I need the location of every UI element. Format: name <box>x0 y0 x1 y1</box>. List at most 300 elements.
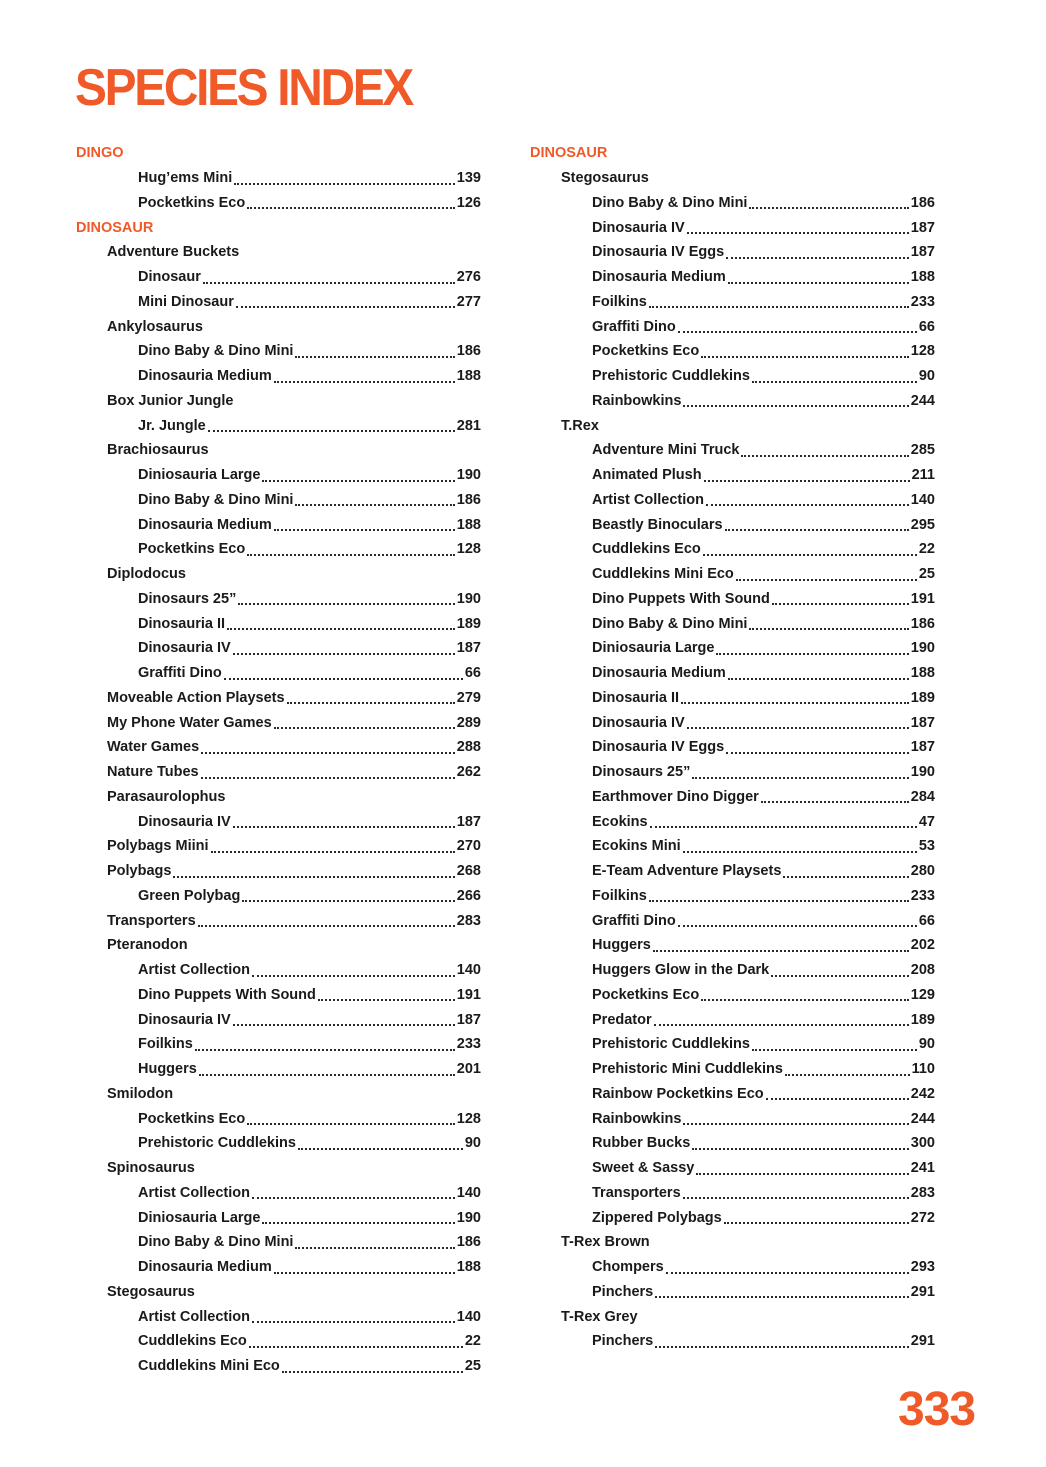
entry-label: DINOSAUR <box>530 145 608 162</box>
dot-leader <box>199 1074 455 1076</box>
dot-leader <box>683 1197 909 1199</box>
entry-page-number: 187 <box>456 1011 481 1028</box>
dot-leader <box>725 529 909 531</box>
entry-label: T-Rex Grey <box>561 1308 638 1325</box>
entry-page-number: 189 <box>456 615 481 632</box>
entry-label: Water Games <box>107 739 200 756</box>
dot-leader <box>749 207 908 209</box>
index-species-entry <box>530 1304 935 1329</box>
entry-label: Pteranodon <box>107 937 188 954</box>
entry-label: Graffiti Dino <box>592 318 676 335</box>
entry-page-number: 208 <box>910 962 935 979</box>
entry-label: Dinosaurs 25” <box>138 590 237 607</box>
entry-page-number: 128 <box>910 343 935 360</box>
dot-leader <box>274 529 455 531</box>
dot-leader <box>201 777 455 779</box>
dot-leader <box>649 900 909 902</box>
dot-leader <box>704 480 910 482</box>
index-product-entry <box>530 191 935 216</box>
index-product-entry <box>76 413 481 438</box>
entry-page-number: 295 <box>910 516 935 533</box>
index-species-entry <box>76 1156 481 1181</box>
dot-leader <box>274 727 455 729</box>
index-product-entry <box>76 290 481 315</box>
dot-leader <box>650 826 917 828</box>
index-product-entry <box>76 587 481 612</box>
dot-leader <box>683 1123 908 1125</box>
dot-leader <box>701 356 909 358</box>
entry-label: My Phone Water Games <box>107 714 272 731</box>
entry-label: Green Polybag <box>138 887 241 904</box>
entry-label: T-Rex Brown <box>561 1234 650 1251</box>
index-category-heading <box>530 141 935 166</box>
index-product-entry <box>530 290 935 315</box>
entry-label: Diniosauria Large <box>138 467 261 484</box>
index-product-entry <box>530 587 935 612</box>
index-species-entry <box>76 785 481 810</box>
entry-label: Dinosauria IV <box>138 813 231 830</box>
dot-leader <box>741 455 908 457</box>
dot-leader <box>678 925 917 927</box>
entry-label: Rainbowkins <box>592 392 682 409</box>
entry-label: Cuddlekins Eco <box>138 1333 247 1350</box>
entry-label: Prehistoric Cuddlekins <box>138 1135 296 1152</box>
index-product-entry <box>530 661 935 686</box>
index-product-entry <box>530 884 935 909</box>
entry-page-number: 189 <box>910 689 935 706</box>
index-product-entry <box>530 265 935 290</box>
entry-label: Dino Baby & Dino Mini <box>138 491 294 508</box>
entry-label: Transporters <box>592 1184 681 1201</box>
entry-page-number: 139 <box>456 170 481 187</box>
entry-page-number: 291 <box>910 1283 935 1300</box>
entry-label: Dinosauria II <box>138 615 226 632</box>
entry-page-number: 140 <box>910 491 935 508</box>
dot-leader <box>173 876 454 878</box>
index-product-entry <box>76 537 481 562</box>
entry-label: Pocketkins Eco <box>138 1110 246 1127</box>
index-product-entry <box>76 1007 481 1032</box>
entry-label: Ecokins <box>592 813 648 830</box>
index-product-entry <box>76 1131 481 1156</box>
entry-page-number: 22 <box>918 541 935 558</box>
entry-page-number: 288 <box>456 739 481 756</box>
entry-label: Pocketkins Eco <box>592 986 700 1003</box>
entry-page-number: 201 <box>456 1061 481 1078</box>
entry-label: Pocketkins Eco <box>592 343 700 360</box>
entry-page-number: 186 <box>456 343 481 360</box>
entry-label: Dinosauria IV <box>592 219 685 236</box>
entry-label: Dinosauria II <box>592 689 680 706</box>
dot-leader <box>653 950 909 952</box>
dot-leader <box>252 1197 455 1199</box>
entry-label: Dino Baby & Dino Mini <box>592 194 748 211</box>
entry-label: DINGO <box>76 145 124 162</box>
entry-page-number: 188 <box>910 665 935 682</box>
entry-label: Foilkins <box>592 293 647 310</box>
entry-label: Huggers Glow in the Dark <box>592 962 770 979</box>
entry-label: Chompers <box>592 1259 664 1276</box>
entry-page-number: 66 <box>464 665 481 682</box>
index-product-entry <box>76 512 481 537</box>
entry-page-number: 187 <box>910 714 935 731</box>
dot-leader <box>236 306 455 308</box>
entry-label: Dinosauria Medium <box>138 1259 272 1276</box>
dot-leader <box>687 727 909 729</box>
dot-leader <box>252 975 455 977</box>
entry-label: Rainbowkins <box>592 1110 682 1127</box>
entry-label: Ecokins Mini <box>592 838 681 855</box>
entry-page-number: 188 <box>456 1259 481 1276</box>
entry-page-number: 25 <box>918 566 935 583</box>
entry-label: Dino Puppets With Sound <box>592 590 770 607</box>
index-species-entry <box>530 413 935 438</box>
entry-page-number: 190 <box>456 1209 481 1226</box>
dot-leader <box>298 1148 463 1150</box>
index-product-entry <box>76 661 481 686</box>
index-product-entry <box>530 1255 935 1280</box>
dot-leader <box>666 1272 909 1274</box>
dot-leader <box>198 925 455 927</box>
entry-label: Stegosaurus <box>107 1283 195 1300</box>
entry-label: Adventure Buckets <box>107 244 240 261</box>
entry-page-number: 140 <box>456 962 481 979</box>
dot-leader <box>233 1024 455 1026</box>
entry-label: Cuddlekins Mini Eco <box>138 1358 280 1375</box>
index-product-entry <box>76 636 481 661</box>
index-product-entry <box>76 339 481 364</box>
index-product-entry <box>76 1354 481 1379</box>
index-product-entry <box>530 1106 935 1131</box>
index-product-entry <box>530 809 935 834</box>
entry-label: Dinosauria Medium <box>138 368 272 385</box>
index-category-heading <box>76 215 481 240</box>
index-species-entry <box>76 859 481 884</box>
dot-leader <box>683 405 908 407</box>
index-product-entry <box>530 339 935 364</box>
entry-page-number: 277 <box>456 293 481 310</box>
dot-leader <box>692 1148 908 1150</box>
index-product-entry <box>76 1106 481 1131</box>
index-product-entry <box>530 735 935 760</box>
index-product-entry <box>530 1181 935 1206</box>
index-species-entry <box>76 562 481 587</box>
entry-page-number: 66 <box>918 318 935 335</box>
entry-label: Dinosauria IV Eggs <box>592 244 725 261</box>
index-species-entry <box>76 933 481 958</box>
dot-leader <box>233 653 455 655</box>
entry-page-number: 280 <box>910 863 935 880</box>
entry-page-number: 22 <box>464 1333 481 1350</box>
index-product-entry <box>530 958 935 983</box>
dot-leader <box>736 579 917 581</box>
entry-page-number: 189 <box>910 1011 935 1028</box>
entry-page-number: 211 <box>911 467 935 484</box>
dot-leader <box>771 975 909 977</box>
entry-page-number: 140 <box>456 1308 481 1325</box>
entry-label: Pocketkins Eco <box>138 541 246 558</box>
entry-page-number: 289 <box>456 714 481 731</box>
index-product-entry <box>76 1255 481 1280</box>
dot-leader <box>683 851 917 853</box>
dot-leader <box>728 282 909 284</box>
index-product-entry <box>530 1329 935 1354</box>
entry-page-number: 90 <box>918 368 935 385</box>
index-product-entry <box>76 611 481 636</box>
entry-label: DINOSAUR <box>76 219 154 236</box>
index-species-entry <box>76 834 481 859</box>
index-product-entry <box>530 1156 935 1181</box>
index-product-entry <box>76 1205 481 1230</box>
entry-label: Dino Baby & Dino Mini <box>138 343 294 360</box>
index-species-entry <box>76 1280 481 1305</box>
dot-leader <box>654 1024 909 1026</box>
dot-leader <box>783 876 908 878</box>
entry-label: E-Team Adventure Playsets <box>592 863 782 880</box>
index-product-entry <box>530 314 935 339</box>
index-product-entry <box>76 958 481 983</box>
entry-page-number: 202 <box>910 937 935 954</box>
entry-label: Cuddlekins Mini Eco <box>592 566 734 583</box>
entry-page-number: 187 <box>910 244 935 261</box>
entry-page-number: 187 <box>456 813 481 830</box>
entry-label: Hug’ems Mini <box>138 170 233 187</box>
entry-label: Diniosauria Large <box>592 640 715 657</box>
dot-leader <box>249 1346 463 1348</box>
entry-label: Dinosauria Medium <box>592 665 726 682</box>
entry-label: Predator <box>592 1011 652 1028</box>
page-title: SPECIES INDEX <box>75 59 412 117</box>
dot-leader <box>282 1371 463 1373</box>
entry-page-number: 188 <box>910 269 935 286</box>
entry-label: Mini Dinosaur <box>138 293 234 310</box>
index-product-entry <box>530 834 935 859</box>
entry-label: Adventure Mini Truck <box>592 442 740 459</box>
entry-label: Huggers <box>138 1061 197 1078</box>
dot-leader <box>716 653 908 655</box>
entry-label: Jr. Jungle <box>138 417 206 434</box>
dot-leader <box>247 554 455 556</box>
index-product-entry <box>530 488 935 513</box>
index-species-entry <box>76 438 481 463</box>
entry-label: Dino Baby & Dino Mini <box>138 1234 294 1251</box>
entry-label: Foilkins <box>592 887 647 904</box>
entry-page-number: 300 <box>910 1135 935 1152</box>
entry-label: Sweet & Sassy <box>592 1160 695 1177</box>
dot-leader <box>703 554 917 556</box>
index-product-entry <box>530 760 935 785</box>
entry-page-number: 242 <box>910 1085 935 1102</box>
entry-page-number: 270 <box>456 838 481 855</box>
entry-label: Box Junior Jungle <box>107 392 234 409</box>
entry-label: Dino Baby & Dino Mini <box>592 615 748 632</box>
index-product-entry <box>76 166 481 191</box>
entry-page-number: 268 <box>456 863 481 880</box>
index-product-entry <box>76 463 481 488</box>
entry-page-number: 233 <box>910 293 935 310</box>
entry-label: Dinosauria IV <box>592 714 685 731</box>
entry-label: Graffiti Dino <box>138 665 222 682</box>
dot-leader <box>726 752 909 754</box>
entry-label: Diplodocus <box>107 566 186 583</box>
entry-page-number: 233 <box>456 1036 481 1053</box>
index-product-entry <box>76 809 481 834</box>
dot-leader <box>274 381 455 383</box>
index-product-entry <box>530 215 935 240</box>
dot-leader <box>274 1272 455 1274</box>
entry-label: Pocketkins Eco <box>138 194 246 211</box>
entry-label: Rainbow Pocketkins Eco <box>592 1085 764 1102</box>
entry-page-number: 279 <box>456 689 481 706</box>
entry-page-number: 128 <box>456 541 481 558</box>
entry-page-number: 186 <box>910 615 935 632</box>
dot-leader <box>208 430 455 432</box>
dot-leader <box>706 504 909 506</box>
entry-label: Dinosauria Medium <box>592 269 726 286</box>
entry-label: Dinosauria Medium <box>138 516 272 533</box>
entry-page-number: 140 <box>456 1184 481 1201</box>
dot-leader <box>247 207 455 209</box>
entry-page-number: 293 <box>910 1259 935 1276</box>
entry-label: Brachiosaurus <box>107 442 209 459</box>
dot-leader <box>649 306 909 308</box>
index-product-entry <box>76 983 481 1008</box>
entry-page-number: 187 <box>456 640 481 657</box>
dot-leader <box>655 1346 909 1348</box>
index-category-heading <box>76 141 481 166</box>
entry-label: Polybags <box>107 863 172 880</box>
index-product-entry <box>530 438 935 463</box>
entry-page-number: 53 <box>918 838 935 855</box>
dot-leader <box>681 702 909 704</box>
index-product-entry <box>530 933 935 958</box>
entry-page-number: 244 <box>910 1110 935 1127</box>
index-product-entry <box>530 859 935 884</box>
entry-page-number: 233 <box>910 887 935 904</box>
entry-page-number: 241 <box>910 1160 935 1177</box>
entry-label: Transporters <box>107 912 196 929</box>
entry-label: Rubber Bucks <box>592 1135 691 1152</box>
entry-label: Dinosauria IV Eggs <box>592 739 725 756</box>
page-number: 333 <box>898 1383 976 1436</box>
entry-label: Diniosauria Large <box>138 1209 261 1226</box>
entry-label: Dinosaurs 25” <box>592 764 691 781</box>
index-product-entry <box>530 537 935 562</box>
dot-leader <box>772 603 909 605</box>
entry-page-number: 190 <box>910 640 935 657</box>
dot-leader <box>749 628 908 630</box>
dot-leader <box>752 1049 917 1051</box>
index-product-entry <box>530 611 935 636</box>
dot-leader <box>242 900 454 902</box>
index-product-entry <box>530 463 935 488</box>
entry-label: Smilodon <box>107 1085 174 1102</box>
dot-leader <box>752 381 917 383</box>
index-species-entry <box>76 1082 481 1107</box>
entry-page-number: 188 <box>456 516 481 533</box>
entry-label: Polybags Miini <box>107 838 209 855</box>
dot-leader <box>766 1098 909 1100</box>
index-product-entry <box>76 1329 481 1354</box>
dot-leader <box>761 801 909 803</box>
dot-leader <box>287 702 455 704</box>
entry-page-number: 283 <box>910 1184 935 1201</box>
entry-page-number: 291 <box>910 1333 935 1350</box>
entry-page-number: 186 <box>456 491 481 508</box>
dot-leader <box>224 678 463 680</box>
dot-leader <box>655 1296 909 1298</box>
entry-label: Dinosauria IV <box>138 1011 231 1028</box>
index-product-entry <box>76 1304 481 1329</box>
dot-leader <box>201 752 455 754</box>
entry-page-number: 244 <box>910 392 935 409</box>
index-species-entry <box>76 908 481 933</box>
entry-page-number: 188 <box>456 368 481 385</box>
entry-label: Nature Tubes <box>107 764 199 781</box>
entry-label: Artist Collection <box>138 1184 250 1201</box>
entry-label: Artist Collection <box>138 1308 250 1325</box>
entry-label: Parasaurolophus <box>107 788 226 805</box>
index-column-left <box>76 141 481 1379</box>
index-product-entry <box>530 364 935 389</box>
entry-page-number: 128 <box>456 1110 481 1127</box>
entry-page-number: 25 <box>464 1358 481 1375</box>
index-product-entry <box>530 710 935 735</box>
entry-page-number: 284 <box>910 788 935 805</box>
entry-label: Zippered Polybags <box>592 1209 722 1226</box>
index-product-entry <box>530 240 935 265</box>
index-product-entry <box>76 191 481 216</box>
index-product-entry <box>530 908 935 933</box>
index-product-entry <box>530 562 935 587</box>
entry-page-number: 187 <box>910 739 935 756</box>
dot-leader <box>247 1123 455 1125</box>
index-product-entry <box>530 1082 935 1107</box>
entry-page-number: 190 <box>456 590 481 607</box>
index-product-entry <box>530 1032 935 1057</box>
dot-leader <box>238 603 454 605</box>
dot-leader <box>233 826 455 828</box>
index-species-entry <box>76 240 481 265</box>
dot-leader <box>234 183 455 185</box>
entry-page-number: 110 <box>911 1061 935 1078</box>
index-product-entry <box>530 1205 935 1230</box>
entry-label: Moveable Action Playsets <box>107 689 285 706</box>
entry-page-number: 187 <box>910 219 935 236</box>
dot-leader <box>203 282 455 284</box>
index-product-entry <box>530 512 935 537</box>
index-product-entry <box>76 1032 481 1057</box>
entry-page-number: 272 <box>910 1209 935 1226</box>
index-product-entry <box>530 1007 935 1032</box>
index-product-entry <box>76 1057 481 1082</box>
entry-page-number: 283 <box>456 912 481 929</box>
dot-leader <box>696 1173 908 1175</box>
index-product-entry <box>530 983 935 1008</box>
dot-leader <box>701 999 909 1001</box>
entry-page-number: 262 <box>456 764 481 781</box>
entry-label: Graffiti Dino <box>592 912 676 929</box>
entry-page-number: 126 <box>456 194 481 211</box>
entry-label: Earthmover Dino Digger <box>592 788 759 805</box>
dot-leader <box>262 480 454 482</box>
index-product-entry <box>530 785 935 810</box>
entry-label: Pinchers <box>592 1333 654 1350</box>
index-product-entry <box>76 1230 481 1255</box>
dot-leader <box>195 1049 455 1051</box>
dot-leader <box>678 331 917 333</box>
dot-leader <box>211 851 455 853</box>
